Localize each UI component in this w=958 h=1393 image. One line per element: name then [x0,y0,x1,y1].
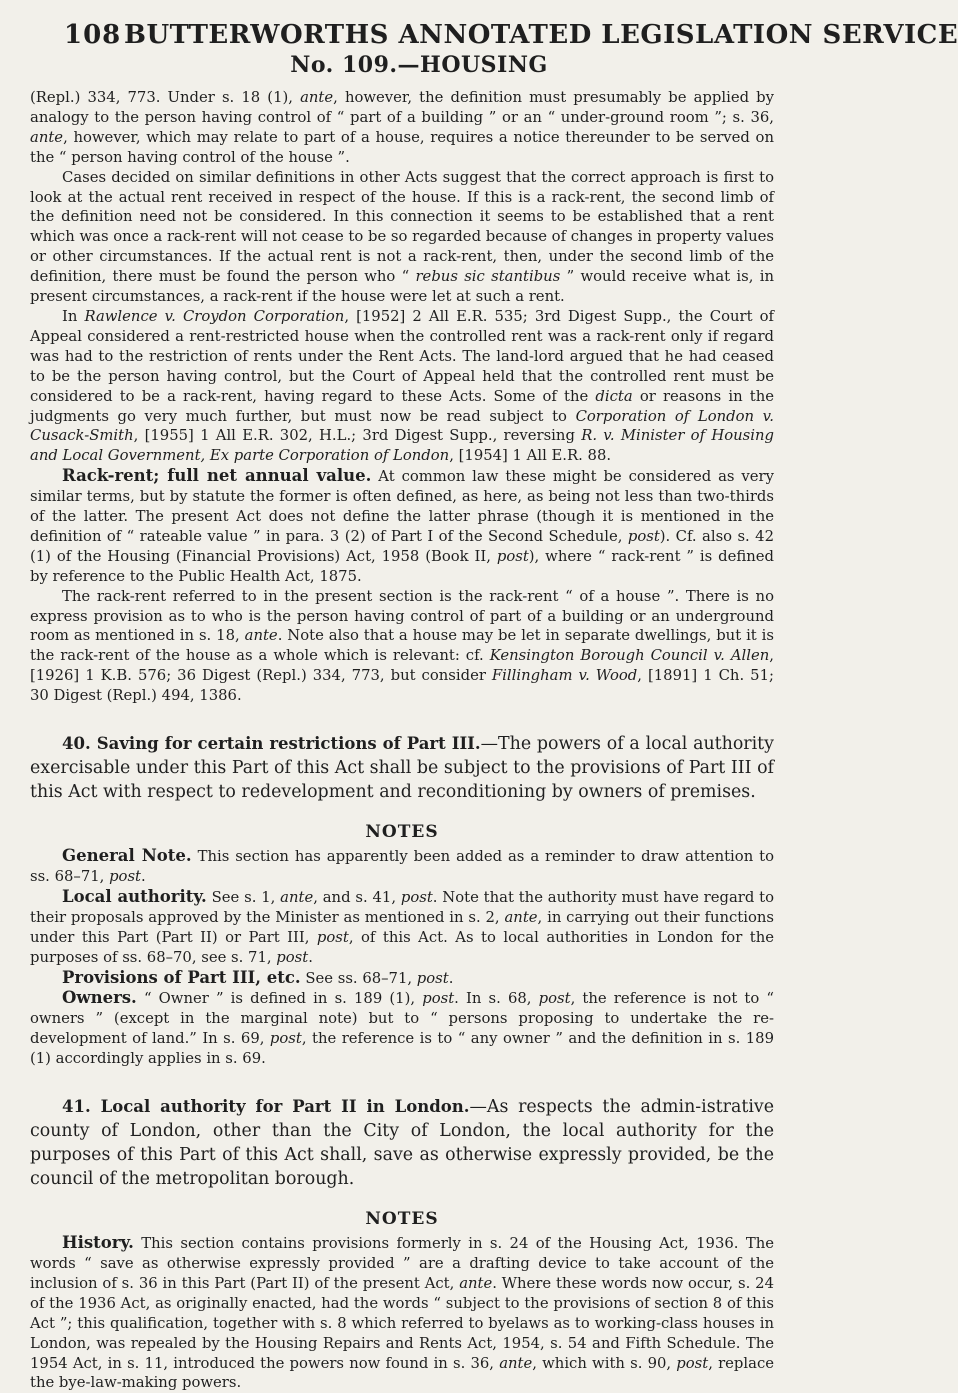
text-run: See ss. 68–71, [300,969,417,987]
text-run: ). Cf. also s. 42 (1) of the Housing (Financial Provisions) Act, 1958 (Book II, [30,527,774,565]
notes-40 [30,846,774,1069]
text-run: , which with s. 90, [532,1354,677,1372]
act-title: No. 109.—HOUSING [290,52,548,78]
paragraph [30,168,774,307]
italic-text: Fillingham v. Wood [491,667,638,685]
page-number: 108 [64,20,122,50]
italic-text: ante [244,627,278,645]
notes-heading-41: NOTES [365,1209,439,1230]
italic-text: Corporation of London v. Cusack-Smith [30,407,774,445]
run-in-heading: 41. Local authority for Part II in London. [62,1097,470,1117]
text-run: . Note that the authority must have regard to their proposals approved by the Minister as mentioned in s. 2, [30,888,774,926]
text-run: Cases decided on similar definitions in other Acts suggest that the correct approach is first to look at the actual rent received in respect of the house. If this is a rack-rent, the second limb of the definition need not be considered. In this connection it seems to be established that a rent which was once a rack-rent will not cease to be so regarded because of changes in property values or other circumstances. If the actual rent is not a rack-rent, then, under the second limb of the definition, there must be found the person who “ [30,168,774,286]
italic-text: dicta [595,387,633,405]
text-run: , the reference is not to “ owners ” (except in the marginal note) but to “ persons proposing to undertake the re-development of land.” In s. 69, [30,990,774,1048]
italic-text: post [269,1030,302,1048]
text-run: This section has apparently been added as a reminder to draw attention to ss. 68–71, [30,848,775,885]
italic-text: post [416,969,449,987]
italic-text: ante [300,89,334,106]
text-run: , [1926] 1 K.B. 576; 36 Digest (Repl.) 334, 773, but consider [30,647,775,685]
italic-text: post [400,888,433,906]
paragraph [30,1233,774,1393]
series-title: BUTTERWORTHS ANNOTATED LEGISLATION SERVICE [124,20,958,50]
italic-text: rebus sic stantibus [415,268,561,286]
italic-text: ante [30,128,64,146]
run-in-heading: Owners. [62,988,137,1008]
commentary-paragraphs [30,88,774,706]
section-40 [30,732,774,804]
section-41 [30,1095,774,1191]
italic-text: ante [280,888,314,906]
italic-text: post [109,868,141,885]
text-run: . [140,868,146,885]
text-run: , [1891] 1 Ch. 51; 30 Digest (Repl.) 494, 1386. [30,667,774,705]
notes-heading-40: NOTES [365,822,439,843]
paragraph [30,968,774,989]
text-run: , [1954] 1 All E.R. 88. [449,447,612,465]
notes-41 [30,1233,774,1393]
italic-text: Kensington Borough Council v. Allen [489,647,770,665]
italic-text: ante [459,1274,493,1292]
text-run: This section contains provisions formerly in s. 24 of the Housing Act, 1936. The words “ save as otherwise expressly provided ” are a drafting device to take account of the inclusion of s. 36 in this Part (Part II) of the present Act, [30,1235,774,1292]
paragraph [30,846,774,887]
text-run: , replace the bye-law-making powers. [30,1354,774,1392]
text-run: See s. 1, [206,888,281,906]
text-run: At common law these might be considered as very similar terms, but by statute the former is often defined, as here, as being not less than two-thirds of the latter. The present Act does not define the latter phrase (though it is mentioned in the definition of “ rateable value ” in para. 3 (2) of Part I of the Second Schedule, [30,468,774,545]
run-in-heading: Local authority. [62,886,207,906]
italic-text: post [627,527,660,545]
text-run: (Repl.) 334, 773. Under s. 18 (1), [30,89,301,106]
italic-text: post [676,1354,709,1372]
paragraph [30,587,774,706]
text-run: , of this Act. As to local authorities in London for the purposes of ss. 68–70, see s. 71, [30,928,774,966]
text-run: . In s. 68, [454,990,539,1008]
italic-text: ante [504,908,538,926]
text-run: , however, which may relate to part of a house, requires a notice thereunder to be served on the “ person having control of the house ”. [30,128,774,166]
text-run: , however, the definition must presumably be applied by analogy to the person having control of “ part of a building ” or an “ under-ground room ”; s. 36, [30,89,774,126]
italic-text: post [422,990,455,1008]
text-run: ” would receive what is, in present circumstances, a rack-rent if the house were let at such a rent. [30,268,774,306]
text-run: , [1952] 2 All E.R. 535; 3rd Digest Supp., the Court of Appeal considered a rent-restricted house when the controlled rent was a rack-rent only if regard was had to the restriction of rents under the Rent Acts. The land-lord argued that he had ceased to be the person having control, but the Court of Appeal held that the controlled rent must be considered to be a rack-rent, having regard to these Acts. Some of the [30,307,775,405]
text-run: or reasons in the judgments go very much further, but must now be read subject to [30,387,774,425]
page-body [30,88,774,1393]
running-header [64,20,958,80]
text-run: . [308,948,313,966]
run-in-heading: Provisions of Part III, etc. [62,967,301,987]
paragraph [30,887,774,968]
run-in-heading: Rack-rent; full net annual value. [62,466,372,486]
run-in-heading: History. [62,1233,134,1253]
paragraph [30,466,774,586]
text-run: . [448,969,454,987]
text-run: —The powers of a local authority exercisable under this Part of this Act shall be subject to the provisions of Part III of this Act with respect to redevelopment and reconditioning by owners of premises. [30,734,774,803]
paragraph [30,988,774,1069]
italic-text: ante [499,1354,533,1372]
text-run: , in carrying out their functions under this Part (Part II) or Part III, [30,908,774,946]
text-run: In [62,307,85,325]
italic-text: R. v. Minister of Housing and Local Government, Ex parte Corporation of London [30,427,774,465]
text-run: —As respects the admin-istrative county of London, other than the City of London, the local authority for the purposes of this Part of this Act shall, save as otherwise expressly provided, be the council of the metropolitan borough. [30,1097,775,1190]
italic-text: post [276,948,309,966]
run-in-heading: 40. Saving for certain restrictions of Part III. [62,734,481,754]
text-run: , [1955] 1 All E.R. 302, H.L.; 3rd Digest Supp., reversing [133,427,582,445]
paragraph [30,88,774,168]
text-run: The rack-rent referred to in the present section is the rack-rent “ of a house ”. There is no express provision as to who is the person having control of part of a building or an underground room as mentioned in s. 18, [30,587,774,645]
run-in-heading: General Note. [62,846,192,866]
text-run: , and s. 41, [313,888,401,906]
text-run: . Note also that a house may be let in separate dwellings, but it is the rack-rent of the house as a whole which is relevant: cf. [30,627,775,665]
italic-text: post [496,547,529,565]
text-run: ), where “ rack-rent ” is defined by reference to the Public Health Act, 1875. [30,547,774,585]
text-run: , the reference is to “ any owner ” and the definition in s. 189 (1) accordingly applies in s. 69. [30,1030,775,1068]
paragraph [30,307,774,466]
italic-text: Rawlence v. Croydon Corporation [84,307,345,325]
italic-text: post [316,928,349,946]
text-run: . Where these words now occur, s. 24 of the 1936 Act, as originally enacted, had the words “ subject to the provisions of section 8 of this Act ”; this qualification, together with s. 8 which referred to byelaws as to working-class houses in London, was repealed by the Housing Repairs and Rents Act, 1954, s. 54 and Fifth Schedule. The 1954 Act, in s. 11, introduced the powers now found in s. 36, [30,1274,774,1372]
text-run: “ Owner ” is defined in s. 189 (1), [136,990,423,1008]
italic-text: post [538,990,571,1008]
